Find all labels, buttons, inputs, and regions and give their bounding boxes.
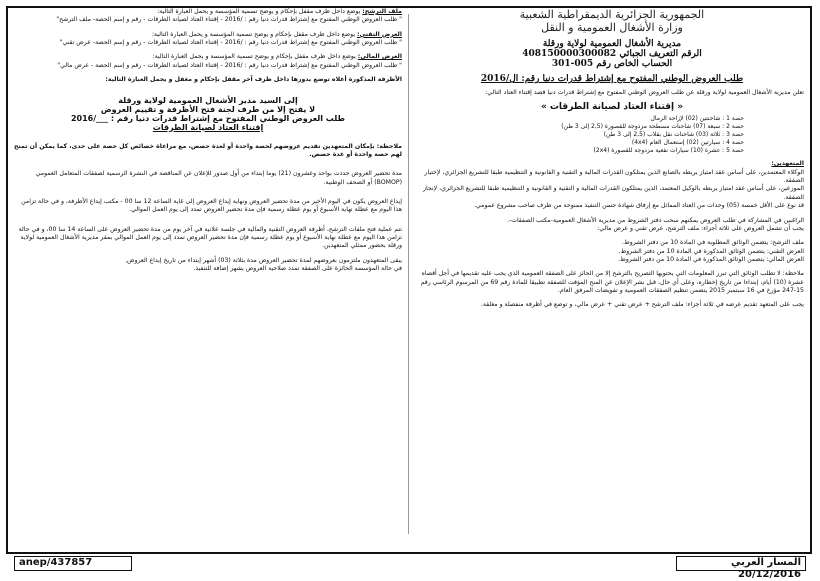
- requirement-technical: العرض التقني: يتضمن الوثائق المذكورة في المادة 10 من دفتر الشروط.: [618, 247, 804, 255]
- notice-intro: تعلن مديرية الأشغال العمومية لولاية ورقلة عن طلب العروض الوطني المفتوح مع إشتراط قدرات دنيا قصد إقتناء العتاد التالي:: [485, 89, 804, 96]
- lot-item: حصة 4 : سيارتين (02) إستعمال العام (4x4): [631, 139, 744, 147]
- newspaper-name: المسار العربي: [731, 557, 801, 568]
- technical-offer-section: [14, 31, 402, 48]
- legal-remark: ملاحظة: لا تطلب الوثائق التي تبرر المعلومات التي يحتويها التصريح بالترشح إلا من الحائز على الصفقة العمومية الذي يجب عليه تقديمها في أجل أقصاه عشرة (10) أيام، إبتداءا من تاريخ إخطاره، وعلى أي حال، قبل نشر الإعلان عن المنح المؤقت للصفقة تطبيقا للمادة رقم 69 من المرسوم الرئاسي رقم 15-247 مؤرخ في 16 سبتمبر 2015 يتضمن تنظيم الصفقات العمومية و تفويضات المرفق العام.: [420, 270, 804, 295]
- republic-header: الجمهورية الجزائرية الديمقراطية الشعبية: [519, 8, 705, 21]
- lots-list: [420, 115, 804, 154]
- lot-item: حصة 2 : سبعة (07) شاحنات مسطحة مزدوجة للقصورة (2,5 إلى 3 طن): [561, 123, 744, 131]
- candidacy-file-label: " طلب العروض الوطني المفتوح مع إشتراط قدرات دنيا رقم : /2016 - إقتناء العتاد لصيانة الطرقات - رقم و إسم الحصة- ملف الترشح": [56, 16, 402, 24]
- financial-offer-title: العرض المالي:: [357, 53, 402, 61]
- column-divider: [408, 14, 409, 534]
- bidder-condition-2: الموزعين، على أساس عقد امتياز يربطه بالوكيل المعتمد، الذين يمتلكون القدرات المالية و التقنية و القانونية و التنظيمية طبقا للتشريع الجزائري، لإنجاز الصفقة.: [423, 185, 804, 201]
- preparation-period: مدة تحضير العروض حددت بواحد وعشرون (21) يوما إبتداء من أول صدور للإعلان عن المناقصة في النشرة الرسمية لصفقات المتعامل العمومي (BOMOP) أو الصحف الوطنية.: [35, 170, 402, 186]
- ministry-header: وزارة الأشغال العمومية و النقل: [541, 21, 683, 34]
- anep-reference: anep/437857: [14, 556, 132, 571]
- candidacy-file-title: ملف الترشح:: [362, 8, 402, 15]
- requirement-financial: العرض المالي: يتضمن الوثائق المذكورة في المادة 10 من دفتر الشروط.: [618, 255, 804, 263]
- bidder-condition-3: قد نوع على الأقل خمسة (05) وحدات من العتاد المماثل مع إرفاق شهادة حسن التنفيذ ممنوحة من طرف صاحب مشروع عمومي.: [474, 202, 804, 210]
- bidder-condition-1: الوكلاء المعتمدين، على أساس عقد امتياز يربطه بالصانع الذين يمتلكون القدرات المالية و التقنية و القانونية و التنظيمية طبقا للتشريع الجزائري، لإختيار الصفقة.: [424, 168, 804, 185]
- outer-envelope-text: [14, 96, 402, 132]
- notice-main-column: [420, 8, 804, 538]
- envelope-line-1: إلى السيد مدير الأشغال العمومية لولاية ورقلة: [118, 95, 298, 105]
- publication-stamp: [676, 556, 806, 580]
- financial-offer-label: " طلب العروض الوطني المفتوح مع إشتراط قدرات دنيا رقم : /2016 - إقتناء العتاد لصيانة الطرقات - رقم و إسم الحصة - عرض مالي": [57, 61, 402, 69]
- lot-item: حصة 5 : عشرة (10) سيارات نفعية مزدوجة للقصورة (2x4): [593, 147, 744, 155]
- lot-item: حصة 1 : شاحنتين (02) لإزاحة الرمال: [650, 115, 744, 123]
- lots-note: ملاحظة: بإمكان المتعهدين تقديم عروضهم لحصة واحدة أو لعدة حصص، مع مراعاة خصائص كل حصة على حدى، كما يمكن أن تمنح لهم حصة واحدة أو عدة حصص.: [14, 142, 402, 158]
- technical-offer-label: " طلب العروض الوطني المفتوح مع إشتراط قدرات دنيا رقم : /2016 - إقتناء العتاد لصيانة الطرقات - رقم و إسم الحصة- عرض تقني": [59, 39, 402, 47]
- notice-continuation-column: [14, 8, 402, 538]
- special-account: الحساب الخاص رقم 005-301: [551, 59, 673, 69]
- directorate-name: مديرية الأشغال العمومية لولاية ورقلة: [542, 39, 682, 49]
- envelope-line-3: طلب العروض الوطني المفتوح مع إشتراط قدرات دنيا رقم : ___/2016: [70, 113, 346, 123]
- offer-validity: يبقى المتعهدون ملتزمون بعروضهم لمدة تحضير العروض مدة بثلاثة (03) أشهر إبتداء من تاريخ إيداع العروض.: [125, 256, 402, 264]
- candidacy-file-section: [14, 8, 402, 25]
- technical-offer-title: العرض التقني:: [357, 30, 402, 38]
- opening-session: تتم عملية فتح ملفات الترشح، أظرفة العروض التقنية والمالية في جلسة علانية في آخر يوم من مدة تحضير العروض على الساعة 14 سا 00، و في حالة تزامن هذا اليوم مع عطلة نهاية الأسبوع أو يوم عطلة رسمية فإن مدة تحضير العروض تمدد إلى يوم العمل الموالي بمقر مديرية الأشغال العمومية لولاية ورقلة بحضور ممثلي المتعهدين.: [18, 225, 402, 250]
- tax-id: الرقم التعريف الجبائي 408150000300082: [522, 49, 702, 59]
- publication-date: 20/12/2016: [738, 569, 801, 580]
- lot-item: حصة 3 : ثلاثة (03) شاحنات نقل بقلاب (2,5 إلى 3 طن): [603, 131, 744, 139]
- financial-offer-text: يوضع داخل ظرف مقفل بإحكام و يوضح تسمية المؤسسة و يحمل العبارة التالية:: [152, 53, 356, 61]
- deposit-rules: إيداع العروض يكون في اليوم الأخير من مدة تحضير العروض ونهاية إيداع العروض إلى غاية الساعة 12 سا 00 - مكتب إيداع الأظرفة، و في حالة تزامن هذا اليوم مع عطلة نهاية الأسبوع أو يوم عطلة رسمية فإن مدة تحضير العروض تمدد إلى يوم العمل الموالي.: [21, 197, 402, 214]
- notice-subject: « إقتناء العتاد لصيانة الطرقات »: [540, 102, 684, 113]
- withdraw-specs: الراغبين في المشاركة في طلب العروض يمكنهم سحب دفتر الشروط من مديرية الأشغال العمومية-مكتب الصفقات-.: [506, 216, 804, 224]
- envelope-line-2: لا يفتح إلا من طرف لجنة فتح الأظرفة و تقييم العروض: [100, 104, 316, 114]
- notice-title: طلب العروض الوطني المفتوح مع إشتراط قدرات دنيا رقم: ال/2016: [480, 74, 744, 84]
- technical-offer-text: يوضع داخل ظرف مقفل بإحكام و يوضح تسمية المؤسسة و يحمل العبارة التالية:: [151, 30, 356, 38]
- candidacy-file-text: يوضع داخل ظرف مقفل بإحكام و يوضح تسمية المؤسسة و يحمل العبارة التالية:: [157, 8, 361, 15]
- financial-offer-section: [14, 53, 402, 70]
- requirement-candidacy: ملف الترشح: يتضمن الوثائق المطلوبة في المادة 10 من دفتر الشروط.: [622, 239, 804, 247]
- submission-instruction: يجب على المتعهد تقديم عرضه في ثلاثة أجزاء: ملف الترشح + عرض تقني + عرض مالي، و توضع في أظرفة منفصلة و مغلقة.: [480, 301, 804, 309]
- offer-validity-extension: في حالة المؤسسة الحائزة على الصفقة تمدد صلاحية العروض بشهر إضافة للتنفيذ.: [193, 265, 402, 273]
- offer-parts: يجب أن تشمل العروض على ثلاثة أجزاء: ملف الترشح، عرض تقني و عرض مالي:: [597, 224, 804, 232]
- outer-envelope-instruction: الأظرفة المذكورة أعلاه توضع بدورها داخل ظرف آخر مقفل بإحكام و مغفل و يحمل العبارة التالية:: [105, 76, 402, 84]
- envelope-line-4: إقتناء العتاد لصيانة الطرقات: [152, 122, 264, 132]
- bidders-title: المتعهدين:: [771, 160, 804, 168]
